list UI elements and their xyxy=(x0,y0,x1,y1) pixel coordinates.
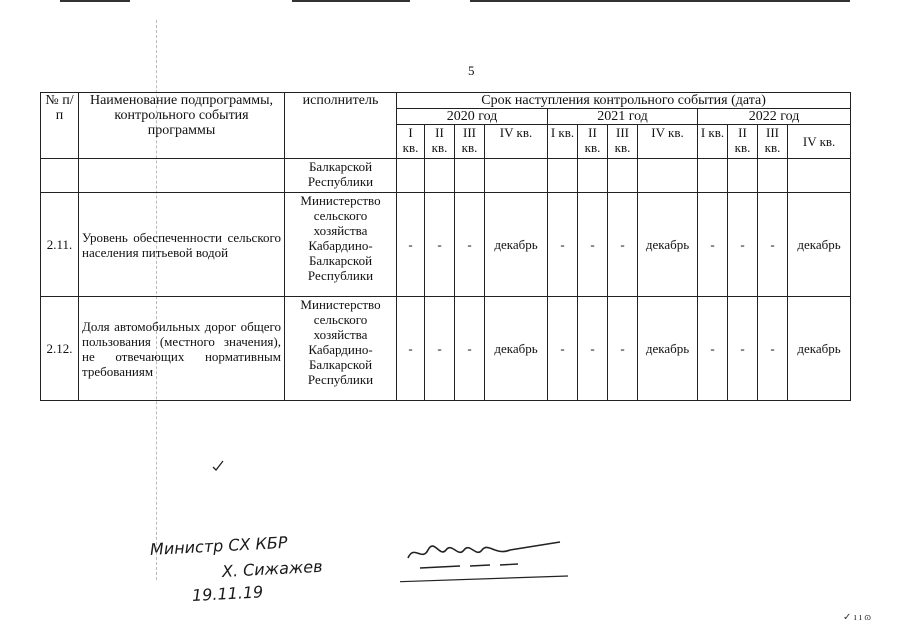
scan-artifact-line xyxy=(60,0,130,2)
row-value: - xyxy=(698,297,728,401)
row-num: 2.11. xyxy=(41,193,79,297)
row-executor: Министерство сельского хозяйства Кабардино-Балкарской Республики xyxy=(285,193,397,297)
row-value: - xyxy=(425,297,455,401)
row-executor: Балкарской Республики xyxy=(285,159,397,193)
row-value xyxy=(548,159,578,193)
signature-title: Министр СХ КБР xyxy=(149,532,288,559)
row-value: - xyxy=(728,297,758,401)
row-value xyxy=(638,159,698,193)
row-value xyxy=(425,159,455,193)
header-num: № п/п xyxy=(41,93,79,159)
check-mark-icon xyxy=(212,460,224,472)
row-value xyxy=(485,159,548,193)
row-value xyxy=(698,159,728,193)
header-quarter: I кв. xyxy=(698,125,728,159)
row-executor: Министерство сельского хозяйства Кабардино-Балкарской Республики xyxy=(285,297,397,401)
row-value: - xyxy=(548,297,578,401)
row-value: - xyxy=(608,297,638,401)
handwritten-signature-icon xyxy=(400,528,570,588)
header-quarter: IV кв. xyxy=(485,125,548,159)
row-value: - xyxy=(455,297,485,401)
scan-artifact-line xyxy=(292,0,410,2)
header-quarter: II кв. xyxy=(425,125,455,159)
header-quarter: I кв. xyxy=(397,125,425,159)
row-value xyxy=(578,159,608,193)
row-value: - xyxy=(578,297,608,401)
header-year-2020: 2020 год xyxy=(397,109,548,125)
row-value: декабрь xyxy=(638,297,698,401)
row-value xyxy=(788,159,851,193)
row-num: 2.12. xyxy=(41,297,79,401)
header-quarter: IV кв. xyxy=(788,125,851,159)
header-quarter: III кв. xyxy=(758,125,788,159)
row-name: Уровень обеспеченности сельского населения питьевой водой xyxy=(79,193,285,297)
row-name: Доля автомобильных дорог общего пользования (местного значения), не отвечающих нормативным требованиям xyxy=(79,297,285,401)
row-value xyxy=(455,159,485,193)
row-value: декабрь xyxy=(485,297,548,401)
row-value xyxy=(397,159,425,193)
header-quarter: III кв. xyxy=(455,125,485,159)
header-executor: исполнитель xyxy=(285,93,397,159)
header-quarter: I кв. xyxy=(548,125,578,159)
signature-date: 19.11.19 xyxy=(191,582,264,605)
row-value: - xyxy=(758,193,788,297)
row-value: - xyxy=(578,193,608,297)
row-value: декабрь xyxy=(788,193,851,297)
header-quarter: IV кв. xyxy=(638,125,698,159)
row-value: - xyxy=(608,193,638,297)
row-value: - xyxy=(425,193,455,297)
row-value: - xyxy=(758,297,788,401)
row-value: - xyxy=(397,193,425,297)
header-name: Наименование подпрограммы, контрольного события программы xyxy=(79,93,285,159)
header-period: Срок наступления контрольного события (дата) xyxy=(397,93,851,109)
header-year-2021: 2021 год xyxy=(548,109,698,125)
row-value: - xyxy=(728,193,758,297)
header-quarter: II кв. xyxy=(578,125,608,159)
row-value xyxy=(608,159,638,193)
row-value: декабрь xyxy=(485,193,548,297)
scan-artifact-line xyxy=(470,0,850,2)
row-value: - xyxy=(397,297,425,401)
row-num xyxy=(41,159,79,193)
row-value: декабрь xyxy=(638,193,698,297)
control-events-table xyxy=(40,92,851,401)
row-value: декабрь xyxy=(788,297,851,401)
corner-scan-mark: ✓ ı ı ɷ xyxy=(842,612,871,623)
row-name xyxy=(79,159,285,193)
table-row xyxy=(41,193,851,297)
table-row xyxy=(41,297,851,401)
row-value: - xyxy=(698,193,728,297)
row-value xyxy=(758,159,788,193)
header-quarter: III кв. xyxy=(608,125,638,159)
header-quarter: II кв. xyxy=(728,125,758,159)
signature-name: Х. Сижажев xyxy=(221,556,323,581)
row-value: - xyxy=(455,193,485,297)
table-row xyxy=(41,159,851,193)
row-value xyxy=(728,159,758,193)
page-number: 5 xyxy=(468,63,475,78)
header-year-2022: 2022 год xyxy=(698,109,851,125)
row-value: - xyxy=(548,193,578,297)
